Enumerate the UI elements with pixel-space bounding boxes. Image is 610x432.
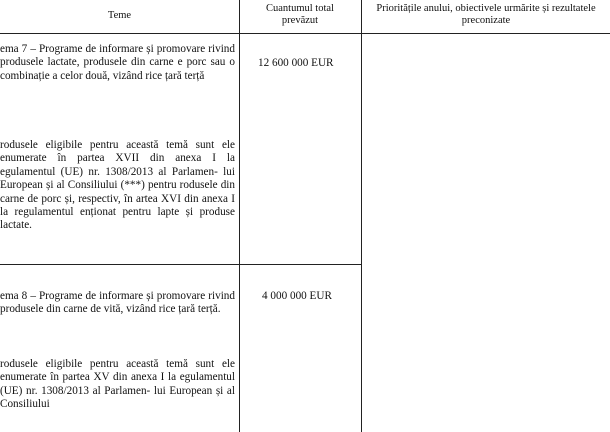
- row2-amount: 4 000 000 EUR: [262, 290, 332, 302]
- row1-eligibility-text: rodusele eligibile pentru această temă sunt ele enumerate în partea XVII din anexa I la egulamentul (UE) nr. 1308/2013 al Parlamen- lui European și al Consiliului (***) pentru rodusele din carne de porc și, respectiv, în artea XVI din anexa I la regulamentul enționat pentru lapte și produse lactate.: [0, 139, 235, 232]
- column-divider-1: [239, 0, 240, 432]
- row2-eligibility-text: rodusele eligibile pentru această temă sunt ele enumerate în partea XV din anexa I la egulamentul (UE) nr. 1308/2013 al Parlamen- lui European și al Consiliului: [0, 358, 235, 411]
- row-divider: [0, 264, 361, 265]
- header-bottom-border: [0, 33, 610, 34]
- row1-theme-text: ema 7 – Programe de informare și promovare rivind produsele lactate, produsele din carne e porc sau o combinație a celor două, vizând rice țară terță: [0, 43, 235, 82]
- column-divider-2: [361, 0, 362, 432]
- header-teme: Teme: [107, 10, 132, 21]
- header-prioritati: Prioritățile anului, obiectivele urmărite și rezultatele preconizate: [376, 3, 596, 26]
- row1-amount: 12 600 000 EUR: [258, 57, 334, 69]
- header-cuantum: Cuantumul total prevăzut: [266, 3, 334, 26]
- row2-theme-text: ema 8 – Programe de informare și promovare rivind produsele din carne de vită, vizând rice țară terță.: [0, 290, 235, 316]
